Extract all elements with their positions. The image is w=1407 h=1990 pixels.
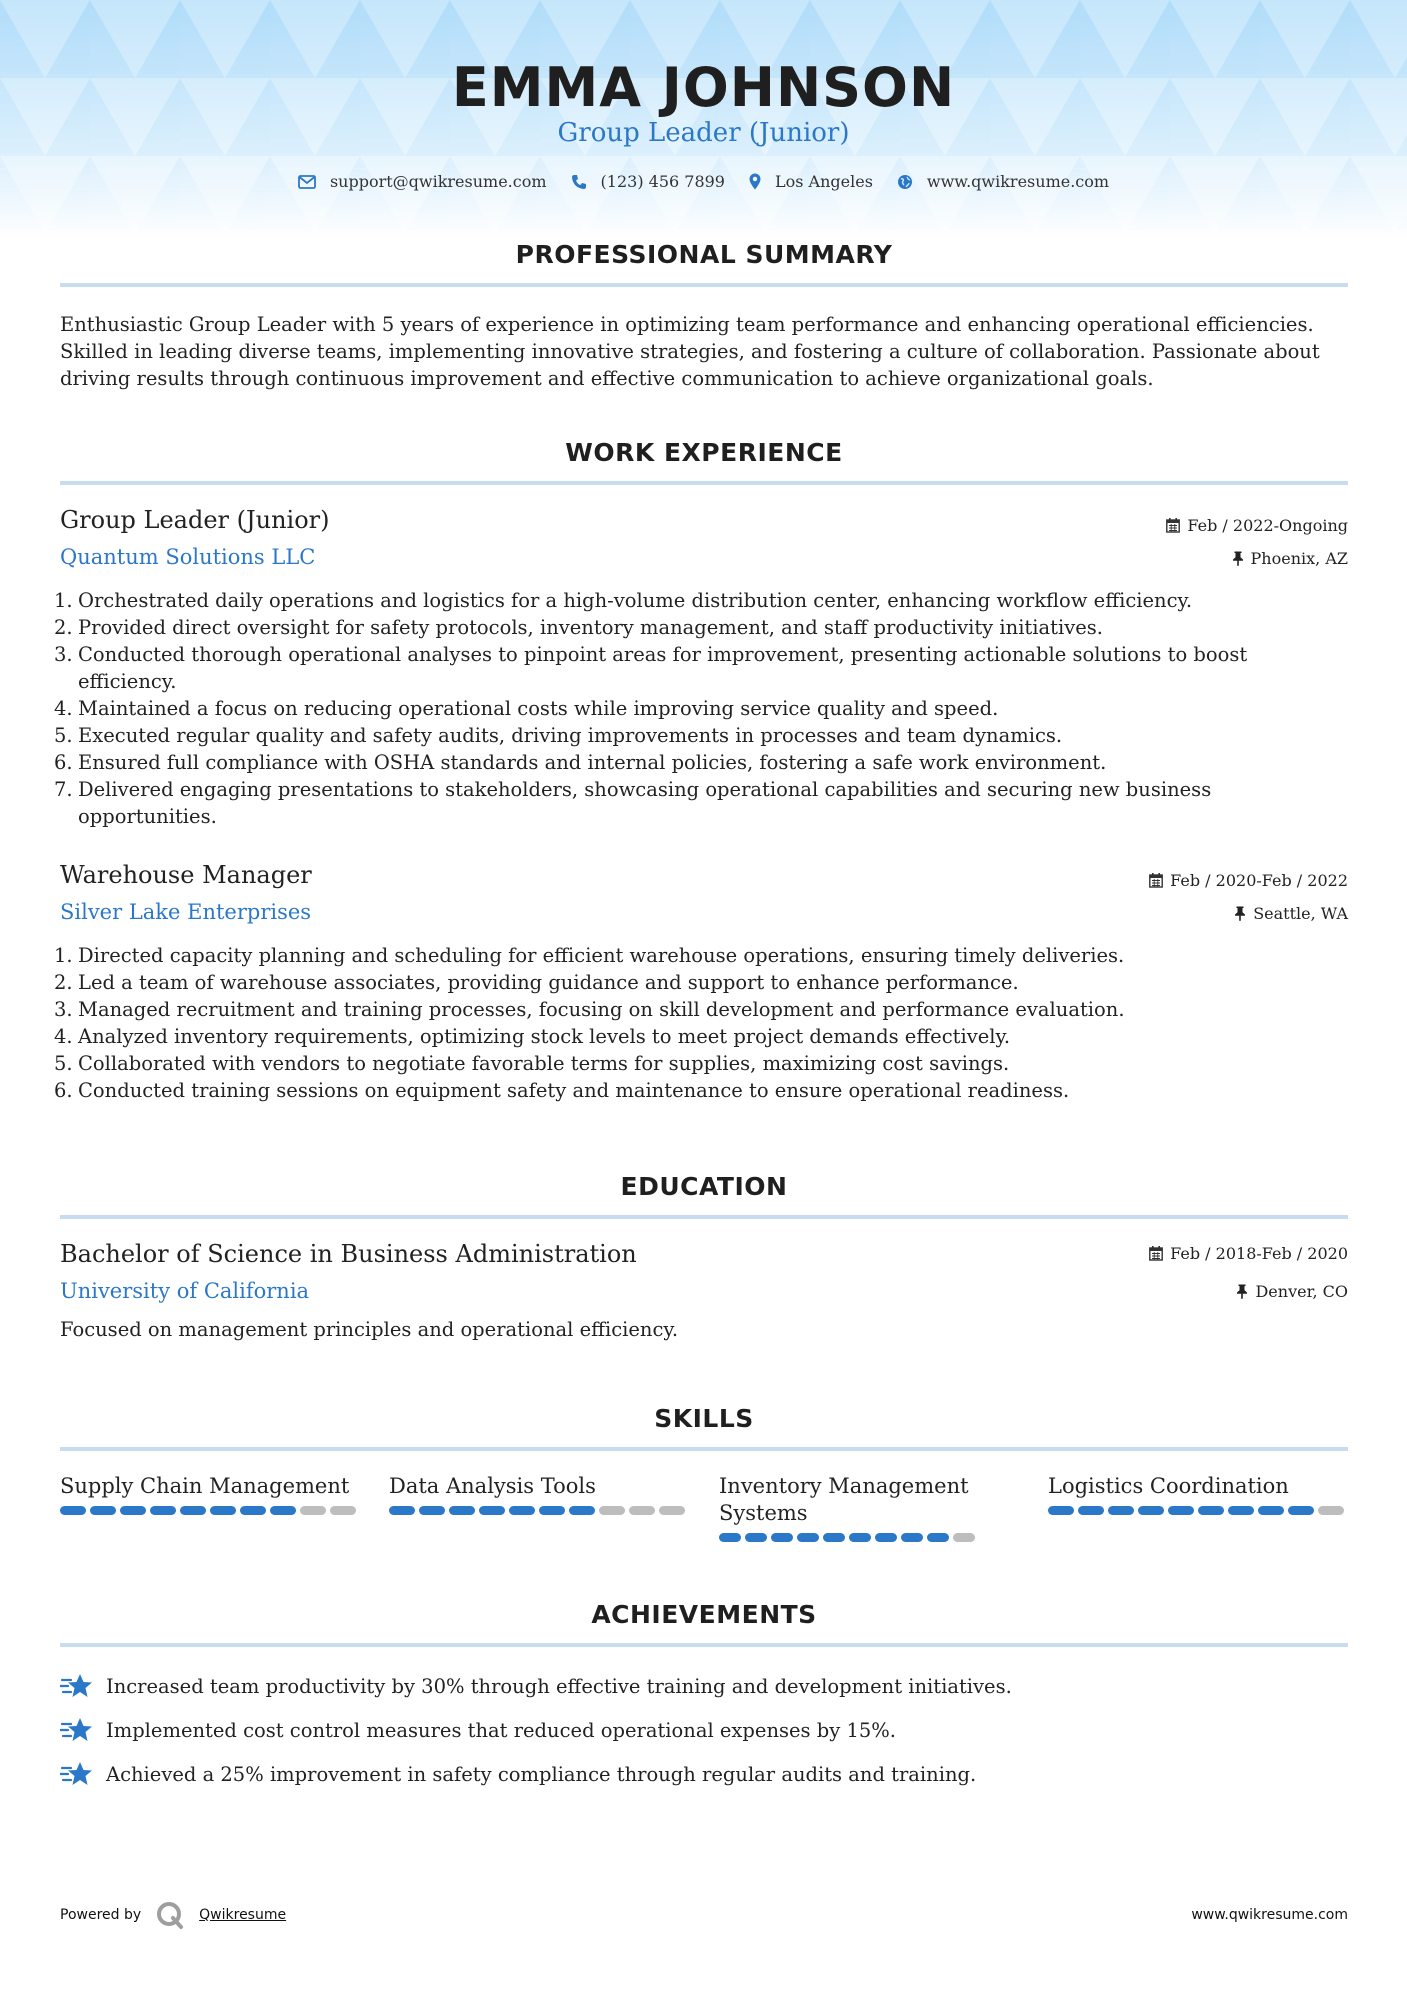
job-dates xyxy=(1149,871,1348,890)
list-item: 6. Conducted training sessions on equipment safety and maintenance to ensure operational readiness. xyxy=(54,1079,1070,1102)
achievement-text: Increased team productivity by 30% through effective training and development initiatives. xyxy=(106,1674,1012,1698)
job-location-text: Phoenix, AZ xyxy=(1250,549,1348,568)
skill-segment-filled xyxy=(1258,1506,1284,1515)
skill-segment-filled xyxy=(823,1533,845,1542)
summary-divider xyxy=(60,283,1348,287)
skill-segment-filled xyxy=(1078,1506,1104,1515)
skill-segment-filled xyxy=(1048,1506,1074,1515)
contact-website[interactable] xyxy=(897,172,1109,191)
education-dates xyxy=(1149,1244,1348,1263)
skill-segment-filled xyxy=(150,1506,176,1515)
achievements-divider xyxy=(60,1643,1348,1647)
footer-powered-by xyxy=(60,1900,286,1930)
list-item: 2. Led a team of warehouse associates, providing guidance and support to enhance performance. xyxy=(54,971,1019,994)
skill-segment-filled xyxy=(479,1506,505,1515)
skill-item xyxy=(389,1473,689,1515)
skill-segment-filled xyxy=(1228,1506,1254,1515)
list-item: 7. Delivered engaging presentations to stakeholders, showcasing operational capabilities and securing new business opportunities. xyxy=(54,778,1212,828)
skill-segment-empty xyxy=(599,1506,625,1515)
education-dates-text: Feb / 2018-Feb / 2020 xyxy=(1170,1244,1348,1263)
skill-name: Logistics Coordination xyxy=(1048,1474,1289,1498)
skill-segment-filled xyxy=(1108,1506,1134,1515)
list-item: 4. Maintained a focus on reducing operational costs while improving service quality and speed. xyxy=(54,697,999,720)
skill-segment-filled xyxy=(389,1506,415,1515)
achievement-item xyxy=(60,1716,1350,1744)
skill-segment-filled xyxy=(875,1533,897,1542)
job-bullet-list xyxy=(54,587,1350,830)
skill-segment-empty xyxy=(1318,1506,1344,1515)
list-item: 1. Orchestrated daily operations and logistics for a high-volume distribution center, enhancing workflow efficiency. xyxy=(54,589,1193,612)
brand-link[interactable]: Qwikresume xyxy=(199,1907,287,1923)
achievement-text: Implemented cost control measures that reduced operational expenses by 15%. xyxy=(106,1718,896,1742)
education-school: University of California xyxy=(60,1279,310,1303)
skill-segment-empty xyxy=(953,1533,975,1542)
skill-segment-filled xyxy=(90,1506,116,1515)
achievement-item xyxy=(60,1672,1350,1700)
pushpin-icon xyxy=(1232,551,1244,566)
skill-segment-filled xyxy=(927,1533,949,1542)
job-dates-text: Feb / 2020-Feb / 2022 xyxy=(1170,871,1348,890)
skill-segment-filled xyxy=(180,1506,206,1515)
job-title: Group Leader (Junior) xyxy=(60,506,330,534)
contact-location xyxy=(749,172,873,191)
powered-by-label: Powered by xyxy=(60,1907,142,1923)
skill-segment-filled xyxy=(120,1506,146,1515)
calendar-icon xyxy=(1149,873,1163,888)
education-location xyxy=(1236,1282,1348,1301)
list-item: 4. Analyzed inventory requirements, optimizing stock levels to meet project demands effectively. xyxy=(54,1025,1011,1048)
pushpin-icon xyxy=(1236,1284,1248,1299)
skill-segment-filled xyxy=(745,1533,767,1542)
skill-segment-filled xyxy=(797,1533,819,1542)
skills-divider xyxy=(60,1447,1348,1451)
footer-website[interactable]: www.qwikresume.com xyxy=(1191,1907,1348,1923)
skill-name: Data Analysis Tools xyxy=(389,1474,596,1498)
list-item: 6. Ensured full compliance with OSHA standards and internal policies, fostering a safe work environment. xyxy=(54,751,1107,774)
education-heading: EDUCATION xyxy=(620,1172,788,1201)
list-item: 5. Collaborated with vendors to negotiate favorable terms for supplies, maximizing cost savings. xyxy=(54,1052,1010,1075)
education-description: Focused on management principles and operational efficiency. xyxy=(60,1318,679,1341)
envelope-icon xyxy=(298,175,316,189)
candidate-role: Group Leader (Junior) xyxy=(557,118,850,148)
calendar-icon xyxy=(1149,1246,1163,1261)
experience-divider xyxy=(60,481,1348,485)
skill-segment-filled xyxy=(240,1506,266,1515)
education-degree: Bachelor of Science in Business Administration xyxy=(60,1240,637,1268)
experience-heading: WORK EXPERIENCE xyxy=(565,438,843,467)
job-dates xyxy=(1166,516,1348,535)
skill-segment-filled xyxy=(719,1533,741,1542)
education-divider xyxy=(60,1215,1348,1219)
skill-segment-filled xyxy=(509,1506,535,1515)
candidate-name: EMMA JOHNSON xyxy=(451,56,956,119)
skill-segment-filled xyxy=(569,1506,595,1515)
location-text: Los Angeles xyxy=(774,172,873,191)
skill-segment-empty xyxy=(300,1506,326,1515)
contact-bar xyxy=(0,172,1407,191)
job-location-text: Seattle, WA xyxy=(1253,904,1348,923)
star-badge-icon xyxy=(60,1760,94,1788)
education-location-text: Denver, CO xyxy=(1255,1282,1348,1301)
skill-level-bar xyxy=(389,1506,689,1515)
skill-name: Supply Chain Management xyxy=(60,1474,350,1498)
skill-segment-filled xyxy=(449,1506,475,1515)
job-title: Warehouse Manager xyxy=(60,861,312,889)
skill-segment-filled xyxy=(270,1506,296,1515)
job-location xyxy=(1234,904,1348,923)
skill-segment-empty xyxy=(330,1506,356,1515)
calendar-icon xyxy=(1166,518,1180,533)
email-text: support@qwikresume.com xyxy=(329,172,547,191)
skill-segment-filled xyxy=(1138,1506,1164,1515)
skill-segment-filled xyxy=(1288,1506,1314,1515)
skill-segment-filled xyxy=(1198,1506,1224,1515)
skills-heading: SKILLS xyxy=(654,1404,754,1433)
star-badge-icon xyxy=(60,1716,94,1744)
job-dates-text: Feb / 2022-Ongoing xyxy=(1187,516,1348,535)
phone-icon xyxy=(571,174,587,190)
skill-item xyxy=(719,1473,979,1542)
star-badge-icon xyxy=(60,1672,94,1700)
achievement-text: Achieved a 25% improvement in safety compliance through regular audits and training. xyxy=(106,1762,977,1786)
phone-text: (123) 456 7899 xyxy=(600,172,725,191)
pushpin-icon xyxy=(1234,906,1246,921)
skill-level-bar xyxy=(60,1506,360,1515)
list-item: 3. Managed recruitment and training processes, focusing on skill development and performance evaluation. xyxy=(54,998,1125,1021)
job-bullet-list xyxy=(54,942,1350,1104)
skill-segment-filled xyxy=(419,1506,445,1515)
contact-phone[interactable] xyxy=(571,172,725,191)
skill-item xyxy=(60,1473,360,1515)
contact-email[interactable] xyxy=(298,172,547,191)
skill-segment-filled xyxy=(1168,1506,1194,1515)
map-pin-icon xyxy=(749,173,761,190)
list-item: 2. Provided direct oversight for safety protocols, inventory management, and staff productivity initiatives. xyxy=(54,616,1103,639)
skill-item xyxy=(1048,1473,1348,1515)
skill-segment-empty xyxy=(629,1506,655,1515)
list-item: 5. Executed regular quality and safety audits, driving improvements in processes and team dynamics. xyxy=(54,724,1063,747)
skill-segment-filled xyxy=(539,1506,565,1515)
achievement-item xyxy=(60,1760,1350,1788)
job-company: Quantum Solutions LLC xyxy=(60,545,316,569)
website-text[interactable]: www.qwikresume.com xyxy=(926,172,1110,191)
list-item: 1. Directed capacity planning and scheduling for efficient warehouse operations, ensuring timely deliveries. xyxy=(54,944,1125,967)
skill-level-bar xyxy=(719,1533,979,1542)
skill-segment-filled xyxy=(849,1533,871,1542)
summary-text: Enthusiastic Group Leader with 5 years of experience in optimizing team performance and enhancing operational efficiencies. Skilled in leading diverse teams, implementing innovative strategies, and fostering a culture of collaboration. Passionate about driving results through continuous improvement and effective communication to achieve organizational goals. xyxy=(60,313,1320,390)
job-company: Silver Lake Enterprises xyxy=(60,900,312,924)
skill-segment-filled xyxy=(771,1533,793,1542)
list-item: 3. Conducted thorough operational analyses to pinpoint areas for improvement, presenting actionable solutions to boost efficiency. xyxy=(54,643,1248,693)
skill-segment-filled xyxy=(901,1533,923,1542)
globe-icon xyxy=(897,174,913,190)
job-location xyxy=(1232,549,1348,568)
skill-segment-filled xyxy=(60,1506,86,1515)
skill-level-bar xyxy=(1048,1506,1348,1515)
skill-segment-empty xyxy=(659,1506,685,1515)
skill-segment-filled xyxy=(210,1506,236,1515)
summary-heading: PROFESSIONAL SUMMARY xyxy=(515,240,893,269)
skill-name: Inventory Management Systems xyxy=(719,1474,969,1525)
achievements-heading: ACHIEVEMENTS xyxy=(591,1600,817,1629)
qwikresume-logo xyxy=(155,1900,185,1930)
